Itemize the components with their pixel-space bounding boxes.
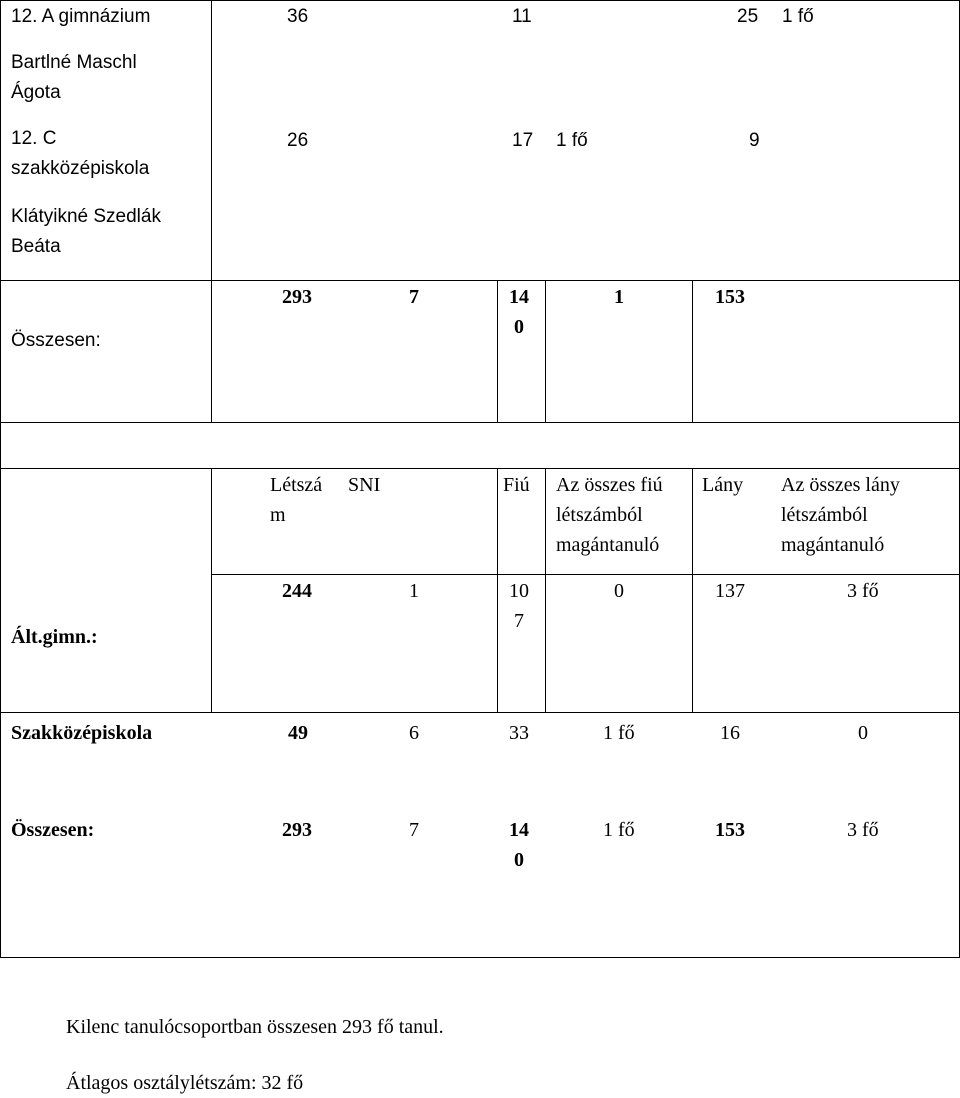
- header-fiu-magan-line3: magántanuló: [556, 534, 660, 556]
- teacher-name-line1: Klátyikné Szedlák: [11, 206, 161, 227]
- teacher-name-line2: Beáta: [11, 236, 61, 257]
- cell-fiu-line2: 0: [514, 849, 524, 871]
- class-name-line1: 12. C: [11, 128, 57, 149]
- header-letszam-line2: m: [270, 504, 286, 526]
- cell-fiu-line1: 14: [509, 819, 529, 841]
- cell-letszam: 49: [288, 722, 308, 744]
- cell-letszam: 244: [282, 580, 312, 602]
- total-label: Összesen:: [11, 330, 101, 351]
- cell-value: 9: [749, 130, 760, 151]
- cell-fiu-line2: 7: [514, 610, 524, 632]
- cell-value: 7: [409, 286, 419, 308]
- cell-sni: 1: [409, 580, 419, 602]
- row-label: Szakközépiskola: [11, 722, 153, 744]
- cell-fiu: 33: [509, 722, 529, 744]
- cell-lany: 16: [720, 722, 740, 744]
- cell-lany-magan: 3 fő: [847, 819, 879, 841]
- header-sni: SNI: [348, 474, 381, 496]
- cell-value: 25: [737, 6, 759, 27]
- cell-letszam: 293: [282, 819, 312, 841]
- cell-value: 1 fő: [556, 130, 588, 151]
- header-letszam-line1: Létszá: [270, 474, 323, 496]
- cell-sni: 7: [409, 819, 419, 841]
- header-lany: Lány: [702, 474, 744, 496]
- row-label: Összesen:: [11, 819, 95, 841]
- cell-fiu-magan: 1 fő: [603, 722, 635, 744]
- cell-value: 1: [614, 286, 624, 308]
- header-lany-magan-line2: létszámból: [781, 504, 868, 526]
- footer-line-average: Átlagos osztálylétszám: 32 fő: [66, 1072, 304, 1094]
- cell-value: 1 fő: [782, 6, 814, 27]
- cell-lany: 153: [715, 819, 745, 841]
- class-name-line2: szakközépiskola: [11, 158, 150, 179]
- cell-lany-magan: 3 fő: [847, 580, 879, 602]
- cell-lany: 137: [715, 580, 745, 602]
- cell-value: 17: [512, 130, 534, 151]
- cell-sni: 6: [409, 722, 419, 744]
- header-fiu-magan-line2: létszámból: [556, 504, 643, 526]
- header-fiu-magan-line1: Az összes fiú: [556, 474, 663, 496]
- cell-fiu-magan: 0: [614, 580, 624, 602]
- cell-value-line1: 14: [509, 286, 529, 308]
- class-name: 12. A gimnázium: [11, 6, 151, 27]
- cell-value: 153: [715, 286, 745, 308]
- cell-fiu-magan: 1 fő: [603, 819, 635, 841]
- footer-line-group-count: Kilenc tanulócsoportban összesen 293 fő tanul.: [66, 1016, 444, 1038]
- cell-value: 11: [512, 6, 532, 27]
- cell-lany-magan: 0: [858, 722, 868, 744]
- teacher-name-line2: Ágota: [11, 82, 61, 103]
- header-lany-magan-line1: Az összes lány: [781, 474, 900, 496]
- cell-value: 36: [287, 6, 309, 27]
- cell-value: 293: [282, 286, 312, 308]
- header-fiu: Fiú: [503, 474, 530, 496]
- cell-value-line2: 0: [514, 316, 524, 338]
- cell-value: 26: [287, 130, 309, 151]
- row-label: Ált.gimn.:: [11, 626, 98, 648]
- teacher-name-line1: Bartlné Maschl: [11, 52, 137, 73]
- cell-fiu-line1: 10: [509, 580, 529, 602]
- header-lany-magan-line3: magántanuló: [781, 534, 885, 556]
